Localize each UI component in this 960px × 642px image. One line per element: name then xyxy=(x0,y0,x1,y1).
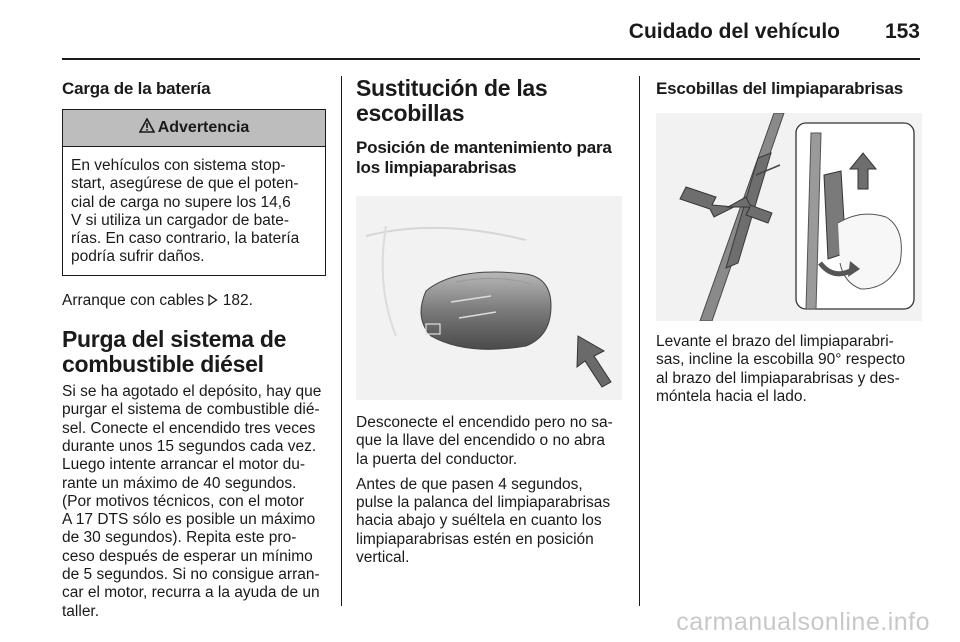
warning-line: En vehículos con sistema stop- xyxy=(71,157,286,174)
purge-line: sel. Conecte el encendido tres veces xyxy=(62,419,316,437)
paragraph-line: la puerta del conductor. xyxy=(356,450,518,468)
paragraph-line: hacia abajo y suéltela en cuanto los xyxy=(356,512,602,530)
page-number: 153 xyxy=(884,20,920,43)
warning-body xyxy=(63,147,325,275)
wiper-blade-illustration xyxy=(656,113,922,321)
warning-title: Advertencia xyxy=(157,119,250,136)
heading-line: Sustitución de las xyxy=(356,75,548,101)
warning-header xyxy=(63,110,325,147)
purge-line: taller. xyxy=(62,602,100,620)
warning-triangle-icon xyxy=(139,118,155,138)
paragraph-line: móntela hacia el lado. xyxy=(656,387,807,405)
warning-line: start, asegúrese de que el poten- xyxy=(71,175,299,193)
wiper-stalk-illustration xyxy=(356,196,622,400)
paragraph-line: Levante el brazo del limpiaparabri- xyxy=(656,333,894,350)
purge-line: A 17 DTS sólo es posible un máximo xyxy=(62,511,316,529)
paragraph-line: vertical. xyxy=(356,549,410,567)
paragraph-line: pulse la palanca del limpiaparabrisas xyxy=(356,494,611,512)
column-left xyxy=(62,76,326,621)
warning-line: rías. En caso contrario, la batería xyxy=(71,230,300,248)
purge-line: Si se ha agotado el depósito, hay que xyxy=(62,383,322,401)
paragraph-line: al brazo del limpiaparabrisas y des- xyxy=(656,369,900,387)
subheading-line: Posición de mantenimiento para xyxy=(356,138,612,157)
paragraph-line: sas, incline la escobilla 90° respecto xyxy=(656,351,906,369)
warning-line: cial de carga no supere los 14,6 xyxy=(71,193,291,211)
column-middle xyxy=(356,76,624,567)
purge-line: de 30 segundos). Repita este pro- xyxy=(62,529,297,547)
watermark xyxy=(676,608,930,637)
battery-heading: Carga de la batería xyxy=(62,79,211,98)
section-title: Cuidado del vehículo xyxy=(628,20,840,43)
wiper-blade-heading xyxy=(356,76,624,126)
purge-line: Luego intente arrancar el motor du- xyxy=(62,456,305,474)
warning-box xyxy=(62,109,326,276)
subheading-line: los limpiaparabrisas xyxy=(356,158,517,177)
column-right xyxy=(656,76,922,406)
wiper-blades-heading: Escobillas del limpiaparabrisas xyxy=(656,79,904,98)
warning-line: V si utiliza un cargador de bate- xyxy=(71,211,289,229)
header-rule xyxy=(62,58,920,60)
paragraph-line: limpiaparabrisas estén en posición xyxy=(356,530,594,548)
purge-line: (Por motivos técnicos, con el motor xyxy=(62,492,305,510)
column-divider xyxy=(639,76,640,606)
page-header xyxy=(0,0,960,62)
purge-heading-line: combustible diésel xyxy=(62,351,264,378)
purge-line: de 5 segundos. Si no consigue arran- xyxy=(62,566,320,584)
maintenance-position-heading xyxy=(356,138,624,178)
paragraph-ignition xyxy=(356,414,624,469)
purge-line: ceso después de esperar un mínimo xyxy=(62,547,313,565)
column-divider xyxy=(341,76,342,606)
purge-heading xyxy=(62,327,326,377)
page-reference-icon xyxy=(208,292,222,309)
jump-start-page: 182. xyxy=(222,291,253,309)
purge-heading-line: Purga del sistema de xyxy=(62,326,287,353)
paragraph-line: Desconecte el encendido pero no sa- xyxy=(356,414,613,431)
paragraph-line: que la llave del encendido o no abra xyxy=(356,432,606,450)
purge-line: purgar el sistema de combustible dié- xyxy=(62,401,320,419)
paragraph-line: Antes de que pasen 4 segundos, xyxy=(356,475,583,493)
purge-paragraph xyxy=(62,383,326,621)
heading-line: escobillas xyxy=(356,100,465,126)
purge-line: car el motor, recurra a la ayuda de un xyxy=(62,584,320,602)
blade-removal-paragraph xyxy=(656,333,922,406)
purge-line: rante un máximo de 40 segundos. xyxy=(62,474,297,492)
warning-line: podría sufrir daños. xyxy=(71,248,205,266)
purge-line: durante unos 15 segundos cada vez. xyxy=(62,437,317,455)
jump-start-reference xyxy=(62,292,326,310)
paragraph-lever xyxy=(356,476,624,567)
jump-start-text: Arranque con cables xyxy=(62,291,205,309)
watermark-text: carmanualsonline.info xyxy=(676,608,930,636)
